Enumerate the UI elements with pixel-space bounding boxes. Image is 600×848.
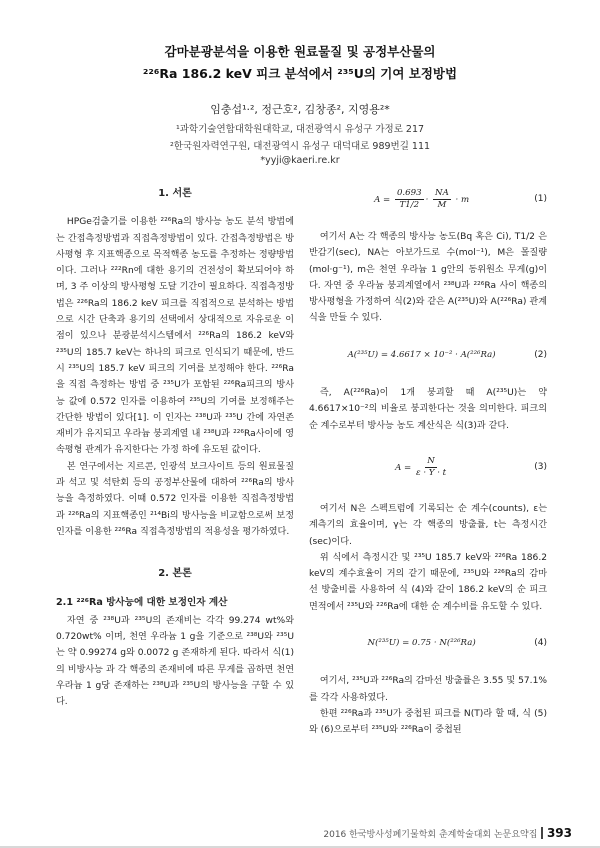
paper-title-line1: 감마분광분석을 이용한 원료물질 및 공정부산물의	[164, 44, 436, 59]
equation-3	[309, 456, 547, 479]
equation-number-4: (4)	[534, 638, 547, 649]
eq1-fraction	[395, 188, 424, 211]
right-paragraph-3: 여기서 N은 스펙트럼에 기록되는 순 계수(counts), ε는 계측기의 효율이며, γ는 각 핵종의 방출률, t는 측정시간(sec)이다.	[309, 503, 547, 547]
intro-paragraph-2: 본 연구에서는 지르콘, 인광석 보크사이트 등의 원료물질과 석고 및 석탄회 등의 공정부산물에 대하여 ²²⁶Ra의 방사능을 측정하였다. 이때 0.572 인자를 이용한 직접측정방법과 ²²⁶Ra의 지표핵종인 ²¹⁴Bi의 방사능을 비교함으로써 보정인자를 이용한 ²²⁶Ra 직접측정방법의 적용성을 평가하였다.	[56, 461, 294, 537]
page-footer	[323, 826, 572, 840]
page-number: 393	[546, 826, 572, 840]
eq1-denominator: T1/2	[399, 200, 420, 210]
paper-title-line2: ²²⁶Ra 186.2 keV 피크 분석에서 ²³⁵U의 기여 보정방법	[142, 66, 458, 81]
eq3-fraction	[416, 456, 446, 479]
eq2-body: A(²³⁵U) = 4.6617 × 10⁻² · A(²²⁶Ra)	[347, 349, 496, 360]
author-list: 임충섭¹·², 정근호², 김창종², 지영용²*	[210, 103, 390, 116]
right-paragraph-2: 즉, A(²²⁶Ra)이 1개 붕괴할 때 A(²³⁵U)는 약 4.6617×10⁻²의 비율로 붕괴한다는 것을 의미한다. 피크의 순 계수로부터 방사능 농도 계산식은 식(3)과 같다.	[309, 388, 547, 431]
eq1-tail: · m	[455, 195, 470, 205]
eq1-fraction-2	[433, 188, 451, 211]
footer-conference-text: 2016 한국방사성폐기물학회 춘계학술대회 논문요약집	[323, 829, 538, 840]
eq1-lhs: A =	[374, 195, 391, 205]
equation-number-1: (1)	[534, 194, 547, 205]
eq1-numerator: 0.693	[396, 188, 422, 198]
equation-4	[309, 635, 547, 651]
right-paragraph-5: 여기서, ²³⁵U과 ²²⁶Ra의 감마선 방출률은 3.55 및 57.1%를 각각 사용하였다.	[309, 676, 547, 703]
footer-separator	[541, 827, 543, 839]
eq1-fraction2-denominator: M	[437, 200, 447, 210]
right-paragraph-6: 한편 ²²⁶Ra과 ²³⁵U가 중첩된 피크를 N(T)라 할 때, 식 (5)와 (6)으로부터 ²³⁵U와 ²²⁶Ra이 중첩된	[309, 708, 547, 736]
equation-2	[309, 347, 547, 363]
affiliation-2: ²한국원자력연구원, 대전광역시 유성구 대덕대로 989번길 111	[169, 141, 431, 152]
right-paragraph-4: 위 식에서 측정시간 및 ²³⁵U 185.7 keV와 ²²⁶Ra 186.2 keV의 계수효율이 거의 같기 때문에, ²³⁵U와 ²²⁶Ra의 감마선 방출비를 사용하여 식 (4)와 같이 186.2 keV의 순 피크면적에서 ²³⁵U와 ²²⁶Ra에 대한 순 계수비를 유도할 수 있다.	[309, 552, 547, 612]
intro-paragraph-1: HPGe검출기를 이용한 ²²⁶Ra의 방사능 농도 분석 방법에는 간접측정방법과 직접측정방법이 있다. 간접측정방법은 방사평형 후 지표핵종으로 목적핵종 농도를 추정하는 정량방법이다. 그러나 ²²²Rn에 대한 용기의 건전성이 확보되어야 하며, 3 주 이상의 방사평형 도달 기간이 필요하다. 직접측정방법은 ²²⁶Ra의 186.2 keV 피크를 직접적으로 분석하는 방법으로 시간 단축과 용기의 선택에서 상대적으로 자유로운 이점이 있으나 분광분석시스템에서 ²²⁶Ra의 186.2 keV와 ²³⁵U의 185.7 keV는 하나의 피크로 인식되기 때문에, 반드시 ²³⁵U의 185.7 keV 피크의 기여를 보정해야 한다. ²²⁶Ra을 직접 측정하는 방법 중 ²³⁵U가 포함된 ²²⁶Ra피크의 방사능 값에 0.572 인자를 이용하여 ²³⁵U의 기여를 보정해주는 간단한 방법이 있다[1]. 이 인자는 ²³⁸U과 ²³⁵U 간에 자연존재비가 유지되고 우라늄 붕괴계열 내 ²³⁸U과 ²²⁶Ra사이에 영속평형 관계가 유지한다는 가정 하에 유도된 값이다.	[56, 217, 294, 456]
eq3-numerator: N	[427, 455, 435, 466]
corresponding-email: *yyji@kaeri.re.kr	[260, 155, 340, 166]
eq1-fraction2-numerator: NA	[435, 188, 449, 198]
equation-1: A = $\frac{0.693}{T1/2}$ · $\frac{NA}{M}$ · m (1)	[374, 188, 547, 210]
section-heading-introduction: 1. 서론	[158, 188, 192, 199]
eq3-denominator: ε · Y · t	[415, 467, 447, 478]
equation-number-2: (2)	[534, 349, 547, 360]
right-paragraph-1: 여기서 A는 각 핵종의 방사능 농도(Bq 혹은 Ci), T1/2 은 반감기(sec), NA는 아보가드로 수(mol⁻¹), M은 몰질량(mol·g⁻¹), m은 천연 우라늄 1 g안의 동위원소 무게(g)이다. 자연 중 우라늄 붕괴계열에서 ²³⁸U과 ²²⁶Ra 사이 핵종의 방사평형을 가정하여 식(2)와 같은 A(²³⁵U)와 A(²²⁶Ra) 관계식을 만들 수 있다.	[309, 232, 547, 324]
eq4-body: N(²³⁵U) = 0.75 · N(²²⁶Ra)	[367, 638, 476, 649]
equation-number-3: (3)	[534, 462, 547, 473]
body-paragraph-1: 자연 중 ²³⁸U과 ²³⁵U의 존재비는 각각 99.274 wt%와 0.720wt% 이며, 천연 우라늄 1 g을 기준으로 ²³⁸U와 ²³⁵U는 약 0.99274 g와 0.0072 g 존재하게 된다. 따라서 식(1)의 비방사능 과 각 핵종의 존재비에 따른 무게를 곱하면 천연 우라늄 1 g당 존재하는 ²³⁸U과 ²³⁵U의 방사능을 구할 수 있다.	[56, 615, 294, 708]
right-column	[309, 182, 547, 739]
affiliation-1: ¹과학기술연합대학원대학교, 대전광역시 유성구 가정로 217	[175, 124, 425, 135]
left-column	[56, 182, 294, 711]
subsection-heading-2-1: 2.1 ²²⁶Ra 방사능에 대한 보정인자 계산	[56, 596, 228, 608]
eq3-lhs: A =	[395, 462, 412, 473]
section-heading-main: 2. 본론	[158, 568, 192, 580]
